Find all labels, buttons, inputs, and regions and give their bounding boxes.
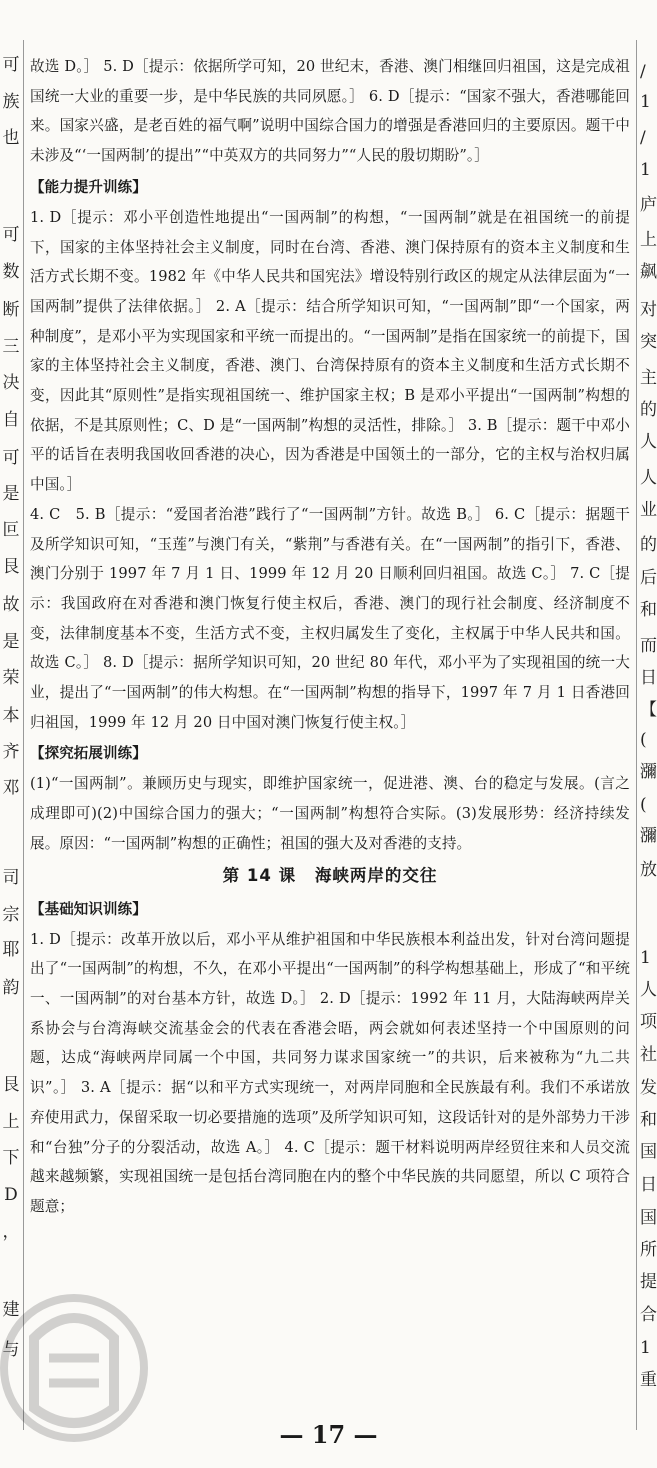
left-margin-char: 邓	[2, 778, 20, 798]
right-margin-char: 【	[640, 700, 657, 720]
right-margin-char: 1	[640, 1338, 651, 1358]
left-margin-char: 可	[2, 55, 20, 75]
left-margin-char: ，	[2, 1222, 20, 1242]
left-margin-fragment	[0, 0, 22, 1464]
answer-paragraph-4: (1)“一国两制”。兼顾历史与现实，即维护国家统一，促进港、澳、台的稳定与发展。(言之成理即可)(2)中国综合国力的强大；“一国两制”构想符合实际。(3)发展形势：经济持续发展。原因：“一国两制”构想的正确性；祖国的强大及对香港的支持。	[30, 775, 630, 852]
right-margin-char: 日	[640, 668, 657, 688]
right-margin-char: 放	[640, 860, 657, 880]
left-margin-char: 艮	[2, 1075, 20, 1095]
left-margin-char: D	[4, 1185, 18, 1205]
left-margin-char: 也	[2, 128, 20, 148]
left-margin-char: 荣	[2, 668, 20, 688]
right-margin-char: 的	[640, 400, 657, 420]
left-margin-char: 是	[2, 632, 20, 652]
answer-paragraph-2: 1. D［提示：邓小平创造性地提出“一国两制”的构想，“一国两制”就是在祖国统一的前提下，国家的主体坚持社会主义制度，同时在台湾、香港、澳门保持原有的资本主义制度和生活方式长期不变。1982 年《中华人民共和国宪法》增设特别行政区的规定从法律层面为“一国两制”提供了法律依据。］ 2. A［提示：结合所学知识可知，“一国两制”即“一个国家，两种制度”，是邓小平为实现国家和平统一而提出的。“一国两制”是指在国家统一的前提下，国家的主体坚持社会主义制度，香港、澳门、台湾保持原有的资本主义制度和生活方式长期不变，因此其“原则性”是指实现祖国统一、维护国家主权；B 是邓小平提出“一国两制”构想的依据，不是其原则性；C、D 是“一国两制”构想的灵活性，排除。］ 3. B［提示：题干中邓小平的话旨在表明我国收回香港的决心，因为香港是中国领土的一部分，它的主权与治权归属中国。］	[30, 208, 630, 494]
right-margin-char: 和	[640, 1110, 657, 1130]
answer-column	[30, 52, 630, 1222]
right-margin-char: 瀰	[640, 826, 657, 846]
left-margin-char: 自	[2, 410, 20, 430]
answer-paragraph-3: 4. C 5. B［提示：“爱国者治港”践行了“一国两制”方针。故选 B。］ 6. C［提示：据题干及所学知识可知，“玉莲”与澳门有关，“紫荆”与香港有关。在“一国两制”的指引下，香港、澳门分别于 1997 年 7 月 1 日、1999 年 12 月 20 日顺利回归祖国。故选 C。］ 7. C［提示：我国政府在对香港和澳门恢复行使主权后，香港、澳门的现行社会制度、经济制度不变，法律制度基本不变，生活方式不变，主权归属发生了变化，主权属于中华人民共和国。故选 C。］ 8. D［提示：据所学知识可知，20 世纪 80 年代，邓小平为了实现祖国的统一大业，提出了“一国两制”的伟大构想。在“一国两制”构想的指导下，1997 年 7 月 1 日香港回归祖国，1999 年 12 月 20 日中国对澳门恢复行使主权。］	[30, 505, 630, 731]
right-margin-fragment	[638, 0, 657, 1464]
right-margin-char: 1	[640, 92, 651, 112]
right-margin-char: 提	[640, 1272, 657, 1292]
lesson-name: 海峡两岸的交往	[314, 865, 438, 885]
right-margin-char: 日	[640, 1175, 657, 1195]
left-margin-char: 故	[2, 595, 20, 615]
right-margin-char: 人	[640, 980, 657, 1000]
left-margin-char: 下	[2, 1148, 20, 1168]
right-margin-char: 合	[640, 1305, 657, 1325]
answer-paragraph-1: 故选 D。］ 5. D［提示：依据所学可知，20 世纪末，香港、澳门相继回归祖国，这是完成祖国统一大业的重要一步，是中华民族的共同夙愿。］ 6. D［提示：“国家不强大，香港哪能回来。国家兴盛，是老百姓的福气啊”说明中国综合国力的增强是香港回归的主要原因。题干中未涉及“‘一国两制’的提出”“中英双方的共同努力”“人民的殷切期盼”。］	[30, 58, 630, 165]
right-margin-char: 庐	[640, 195, 657, 215]
lesson-number: 第 14 课	[222, 865, 297, 885]
section-heading-explore: 【探究拓展训练】	[30, 746, 147, 763]
right-margin-char: 主	[640, 368, 657, 388]
right-margin-char: 对	[640, 300, 657, 320]
left-margin-char: 决	[2, 373, 20, 393]
section-heading-ability: 【能力提升训练】	[30, 179, 147, 196]
left-margin-char: 可	[2, 448, 20, 468]
right-margin-char: (	[640, 730, 647, 750]
right-margin-char: 国	[640, 1142, 657, 1162]
left-margin-char: 三	[2, 337, 20, 357]
left-margin-char: 艮	[2, 557, 20, 577]
right-margin-char: 所	[640, 1240, 657, 1260]
section-heading-basic: 【基础知识训练】	[30, 901, 147, 918]
right-margin-char: /	[640, 128, 646, 148]
right-margin-char: 上	[640, 230, 657, 250]
page-number: — 17 —	[279, 1420, 378, 1449]
left-margin-char: 数	[2, 262, 20, 282]
left-margin-char: 与	[2, 1340, 20, 1360]
left-margin-char: 叵	[2, 520, 20, 540]
right-margin-char: 而	[640, 636, 657, 656]
left-margin-char: 本	[2, 706, 20, 726]
right-margin-char: 1	[640, 948, 651, 968]
right-margin-char: 国	[640, 1208, 657, 1228]
right-margin-char: 1	[640, 160, 651, 180]
right-margin-char: 人	[640, 468, 657, 488]
left-margin-char: 司	[2, 868, 20, 888]
left-column-divider	[23, 40, 24, 1430]
left-margin-char: 宗	[2, 905, 20, 925]
right-margin-char: 后	[640, 568, 657, 588]
right-margin-char: 瀰	[640, 762, 657, 782]
answer-paragraph-5: 1. D［提示：改革开放以后，邓小平从维护祖国和中华民族根本利益出发，针对台湾问题提出了“一国两制”的构想，不久，在邓小平提出“一国两制”的科学构想基础上，形成了“和平统一、一国两制”的对台基本方针，故选 D。］ 2. D［提示：1992 年 11 月，大陆海峡两岸关系协会与台湾海峡交流基金会的代表在香港会晤，两会就如何表述坚持一个中国原则的问题，达成“海峡两岸同属一个中国，共同努力谋求国家统一”的共识，后来被称为“九二共识”。］ 3. A［提示：据“以和平方式实现统一，对两岸同胞和全民族最有利。我们不承诺放弃使用武力，保留采取一切必要措施的选项”及所学知识可知，这段话针对的是外部势力干涉和“台独”分子的分裂活动，故选 A。］ 4. C［提示：题干材料说明两岸经贸往来和人员交流越来越频繁，实现祖国统一是包括台湾同胞在内的整个中华民族的共同愿望，所以 C 项符合题意；	[30, 930, 630, 1215]
right-margin-char: 飙	[640, 262, 657, 282]
left-margin-char: 建	[2, 1300, 20, 1320]
right-margin-char: 发	[640, 1078, 657, 1098]
right-margin-char: 项	[640, 1012, 657, 1032]
right-margin-char: (	[640, 795, 647, 815]
right-column-divider	[636, 40, 637, 1430]
left-margin-char: 断	[2, 300, 20, 320]
left-margin-char: 耶	[2, 940, 20, 960]
right-margin-char: 业	[640, 500, 657, 520]
left-margin-char: 上	[2, 1112, 20, 1132]
right-margin-char: 重	[640, 1370, 657, 1390]
left-margin-char: 可	[2, 225, 20, 245]
right-margin-char: 的	[640, 535, 657, 555]
right-margin-char: 和	[640, 600, 657, 620]
lesson-title	[30, 859, 630, 893]
right-margin-char: 突	[640, 332, 657, 352]
left-margin-char: 族	[2, 92, 20, 112]
right-margin-char: /	[640, 62, 646, 82]
right-margin-char: 社	[640, 1045, 657, 1065]
left-margin-char: 韵	[2, 978, 20, 998]
right-margin-char: 人	[640, 432, 657, 452]
left-margin-char: 齐	[2, 742, 20, 762]
left-margin-char: 是	[2, 484, 20, 504]
